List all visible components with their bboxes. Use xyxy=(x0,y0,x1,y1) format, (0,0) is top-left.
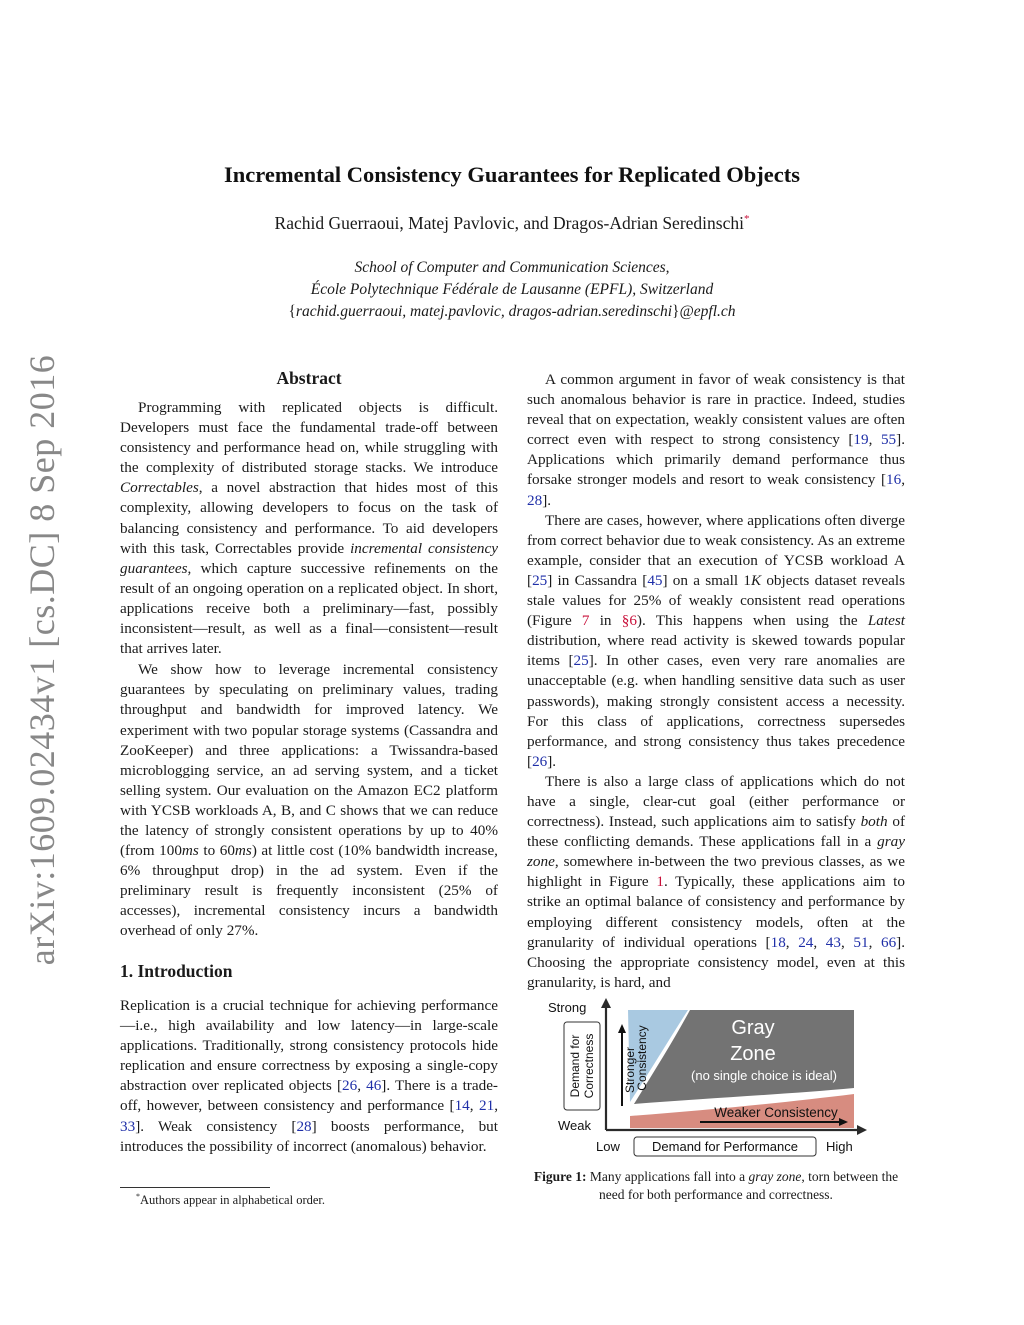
abstract-heading: Abstract xyxy=(276,368,342,388)
footnote-rule xyxy=(120,1187,270,1188)
citation-55[interactable]: 55 xyxy=(880,431,897,449)
citation-19[interactable]: 19 xyxy=(853,431,869,449)
citation-16[interactable]: 16 xyxy=(886,471,902,489)
abstract-body xyxy=(120,398,498,942)
arxiv-identifier: arXiv:1609.02434v1 [cs.DC] 8 Sep 2016 xyxy=(22,354,62,966)
gray-zone-note: (no single choice is ideal) xyxy=(691,1068,837,1083)
citation-21[interactable]: 21 xyxy=(479,1097,495,1115)
x-label-high: High xyxy=(826,1139,853,1154)
footnote: *Authors appear in alphabetical order. xyxy=(136,1192,325,1208)
email-domain: @epfl.ch xyxy=(679,303,736,320)
author-footnote-mark[interactable]: * xyxy=(743,213,750,226)
gray-zone-label-1: Gray xyxy=(731,1017,775,1039)
citation-26[interactable]: 26 xyxy=(342,1077,358,1095)
stronger-label-line-2: Consistency xyxy=(635,1025,649,1091)
section-6-link[interactable]: §6 xyxy=(621,612,637,630)
y-axis-arrowhead xyxy=(601,998,611,1008)
y-axis-label-line-2: Correctness xyxy=(582,1033,596,1099)
y-axis-label-line-1: Demand for xyxy=(568,1034,582,1098)
citation-45[interactable]: 45 xyxy=(647,571,663,589)
abstract-paragraph-1: Programming with replicated objects is difficult. Developers must face the fundamental trade-off between consistency and performance head on, while struggling with the complexity of distributed storage stacks. We introduce Correctables, a novel abstraction that hides most of this complexity, allowing developers to focus on the task of balancing consistency and performance. To aid developers with this task, Correctables provide incremental consistency guarantees, which capture successive refinements on the result of an ongoing operation on a replicated object. In short, applications receive both a preliminary—fast, possibly inconsistent—result, as well as a final—consistent—result that arrives later. xyxy=(120,399,498,658)
citation-66[interactable]: 66 xyxy=(880,933,897,951)
affiliation-line-1: School of Computer and Communication Sciences, xyxy=(354,259,670,276)
introduction-heading: 1. Introduction xyxy=(120,961,233,981)
author-list xyxy=(0,213,1024,234)
figure-7-link[interactable]: 7 xyxy=(581,612,590,630)
y-label-strong: Strong xyxy=(548,1000,587,1015)
right-column-body xyxy=(527,370,905,993)
x-axis-label: Demand for Performance xyxy=(652,1139,798,1154)
citation-28[interactable]: 28 xyxy=(296,1117,312,1135)
weaker-consistency-label: Weaker Consistency xyxy=(714,1105,838,1120)
x-axis-arrowhead xyxy=(857,1125,867,1135)
email-names: rachid.guerraoui, matej.pavlovic, dragos-adrian.seredinschi xyxy=(295,303,673,320)
gray-zone-figure xyxy=(540,998,870,1158)
intro-paragraph-1: Replication is a crucial technique for achieving performance—i.e., high availability and low latency—in large-scale applications. Traditionally, strong consistency protocols hide replication and ensure correctness by exposing a single-copy abstraction over replicated objects [26, 46]. There is a trade-off, however, between consistency and performance [14, 21, 33]. Weak consistency [28] boosts performance, but introduces the possibility of incorrect (anomalous) behavior. xyxy=(120,997,498,1155)
citation-51[interactable]: 51 xyxy=(853,933,869,951)
citation-25-b[interactable]: 25 xyxy=(573,652,589,670)
arxiv-sidebar xyxy=(22,354,62,966)
citation-14[interactable]: 14 xyxy=(454,1097,470,1115)
citation-28-right[interactable]: 28 xyxy=(527,491,543,509)
stronger-label-line-1: Stronger xyxy=(623,1046,637,1094)
x-label-low: Low xyxy=(596,1139,620,1154)
affiliation xyxy=(0,257,1024,323)
citation-33[interactable]: 33 xyxy=(120,1117,136,1135)
citation-46[interactable]: 46 xyxy=(366,1077,382,1095)
citation-43[interactable]: 43 xyxy=(825,933,841,951)
abstract-paragraph-2: We show how to leverage incremental consistency guarantees by speculating on preliminary values, trading throughput and bandwidth for improved latency. We experiment with two popular storage systems (Cassandra and ZooKeeper) and three applications: a Twissandra-based microblogging service, an ad serving system, and a ticket selling system. Our evaluation on the Amazon EC2 platform with YCSB workloads A, B, and C shows that we can reduce the latency of strongly consistent operations by up to 40% (from 100ms to 60ms) at little cost (10% bandwidth increase, 6% throughput drop) in the ad system. Even if the preliminary result is frequently inconsistent (25% of accesses), incremental consistency incurs a bandwidth overhead of only 27%. xyxy=(120,661,498,940)
y-label-weak: Weak xyxy=(558,1118,591,1133)
paper-title: Incremental Consistency Guarantees for Replicated Objects xyxy=(224,162,800,187)
email-line: {rachid.guerraoui, matej.pavlovic, dragos-adrian.seredinschi}@epfl.ch xyxy=(288,303,736,320)
right-paragraph-1: A common argument in favor of weak consistency is that such anomalous behavior is rare in practice. Indeed, studies reveal that on expectation, weakly consistent values are often correct even with respect to strong consistency [19, 55]. Applications which primarily demand performance thus forsake stronger models and resort to weak consistency [16, 28]. xyxy=(527,371,905,509)
citation-18[interactable]: 18 xyxy=(770,933,786,951)
introduction-body xyxy=(120,996,498,1157)
citation-25[interactable]: 25 xyxy=(532,571,548,589)
right-paragraph-2: There are cases, however, where applications often diverge from correct behavior due to weak consistency. As an extreme example, consider that an execution of YCSB workload A [25] in Cassandra [45] on a small 1K objects dataset reveals stale values for 25% of weakly consistent read operations (Figure 7 in §6). This happens when using the Latest distribution, where read activity is skewed towards popular items [25]. In other cases, even very rare anomalies are unacceptable (e.g. when handling sensitive data such as user passwords), making strongly consistent access a necessity. For this class of applications, correctness supersedes performance, and strong consistency thus takes precedence [26]. xyxy=(527,511,905,770)
figure-1-caption: Figure 1: Many applications fall into a gray zone, torn between the need for both performance and correctness. xyxy=(533,1169,899,1202)
affiliation-line-2: École Polytechnique Fédérale de Lausanne (EPFL), Switzerland xyxy=(310,281,714,298)
citation-24[interactable]: 24 xyxy=(798,933,814,951)
stronger-arrowhead xyxy=(618,1024,626,1033)
author-names: Rachid Guerraoui, Matej Pavlovic, and Dragos-Adrian Seredinschi xyxy=(274,213,744,233)
citation-26-right[interactable]: 26 xyxy=(532,752,548,770)
right-paragraph-3: There is also a large class of applications which do not have a single, clear-cut goal (either performance or correctness). Instead, such applications aim to satisfy both of these conflicting demands. These applications fall in a gray zone, somewhere in-between the two previous classes, as we highlight in Figure 1. Typically, these applications aim to strike an optimal balance of consistency and performance by employing different consistency models, often at the granularity of individual operations [18, 24, 43, 51, 66]. Choosing the appropriate consistency model, even at this granularity, is hard, and xyxy=(527,772,906,991)
gray-zone-label-2: Zone xyxy=(730,1043,776,1065)
figure-1-link[interactable]: 1 xyxy=(656,873,664,891)
